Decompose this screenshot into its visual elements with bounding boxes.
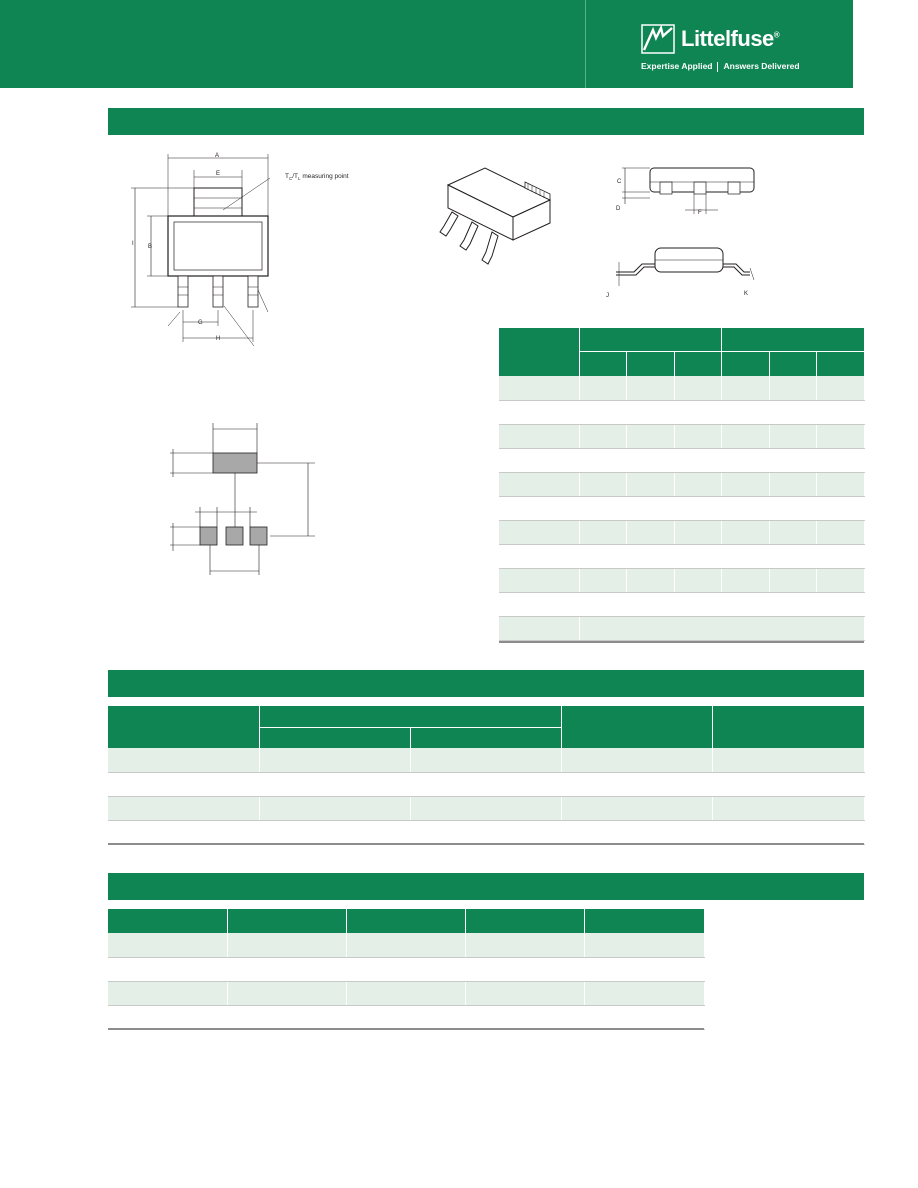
table-row [108,772,864,796]
packaging-header-row [108,706,864,727]
dim-label-a: A [215,153,220,159]
part-numbering-header-row [108,909,704,933]
svg-text:TC/TL measuring point [285,173,349,181]
table-row [108,820,864,844]
logo-wordmark: Littelfuse [681,26,774,51]
table-row [499,520,864,544]
dimensions-header-inches [579,328,722,351]
table-row [108,981,704,1005]
table-row [499,616,864,640]
header-divider [585,0,586,88]
dimensions-header-millimeters [722,328,865,351]
tagline-separator [717,62,718,72]
littelfuse-logo-icon [641,24,675,54]
dimensions-table-bottom-rule [499,641,864,643]
table-row [499,472,864,496]
measuring-point-sub-l: L [298,176,301,181]
dim-label-g: G [198,320,203,326]
section-bar-dimensions [108,108,864,135]
table-row [499,496,864,520]
table-row [499,544,864,568]
packaging-table [108,706,865,845]
dim-label-e: E [216,171,221,177]
package-outline-drawing [128,150,368,350]
solder-pad-layout-drawing [160,415,325,585]
table-row [499,376,864,400]
dim-label-b: B [148,244,153,250]
section-bar-packaging [108,670,864,697]
table-row [499,448,864,472]
dim-label-k: K [744,291,749,297]
packaging-table-bottom-rule [108,843,864,845]
table-row [499,568,864,592]
part-numbering-table-bottom-rule [108,1028,704,1030]
table-row [108,1005,704,1029]
table-row [108,957,704,981]
dim-label-i: I [132,241,134,247]
table-row [108,796,864,820]
measuring-point-t: T [285,173,289,180]
dimensions-header-dimension [499,328,579,376]
logo-tagline [641,61,800,72]
table-row [108,933,704,957]
tagline-right: Answers Delivered [723,61,800,71]
registered-mark: ® [773,30,780,40]
dim-label-c: C [617,179,622,185]
table-row [108,748,864,772]
measuring-point-slash: /T [292,173,299,180]
dimensions-table [499,328,865,641]
measuring-point-label: measuring point [300,173,349,180]
dim-label-f: F [698,210,702,216]
tagline-left: Expertise Applied [641,61,713,71]
dim-label-j: J [606,293,609,299]
table-row [499,400,864,424]
dim-label-h: H [216,336,221,342]
dim-label-d: D [616,206,621,212]
table-row [499,424,864,448]
part-numbering-table [108,909,705,1030]
package-side-views [606,162,770,302]
section-bar-part-numbering [108,873,864,900]
package-isometric-view [430,160,560,275]
table-row [499,592,864,616]
measuring-point-sub-c: C [288,176,293,181]
dimensions-header-row [499,328,864,351]
